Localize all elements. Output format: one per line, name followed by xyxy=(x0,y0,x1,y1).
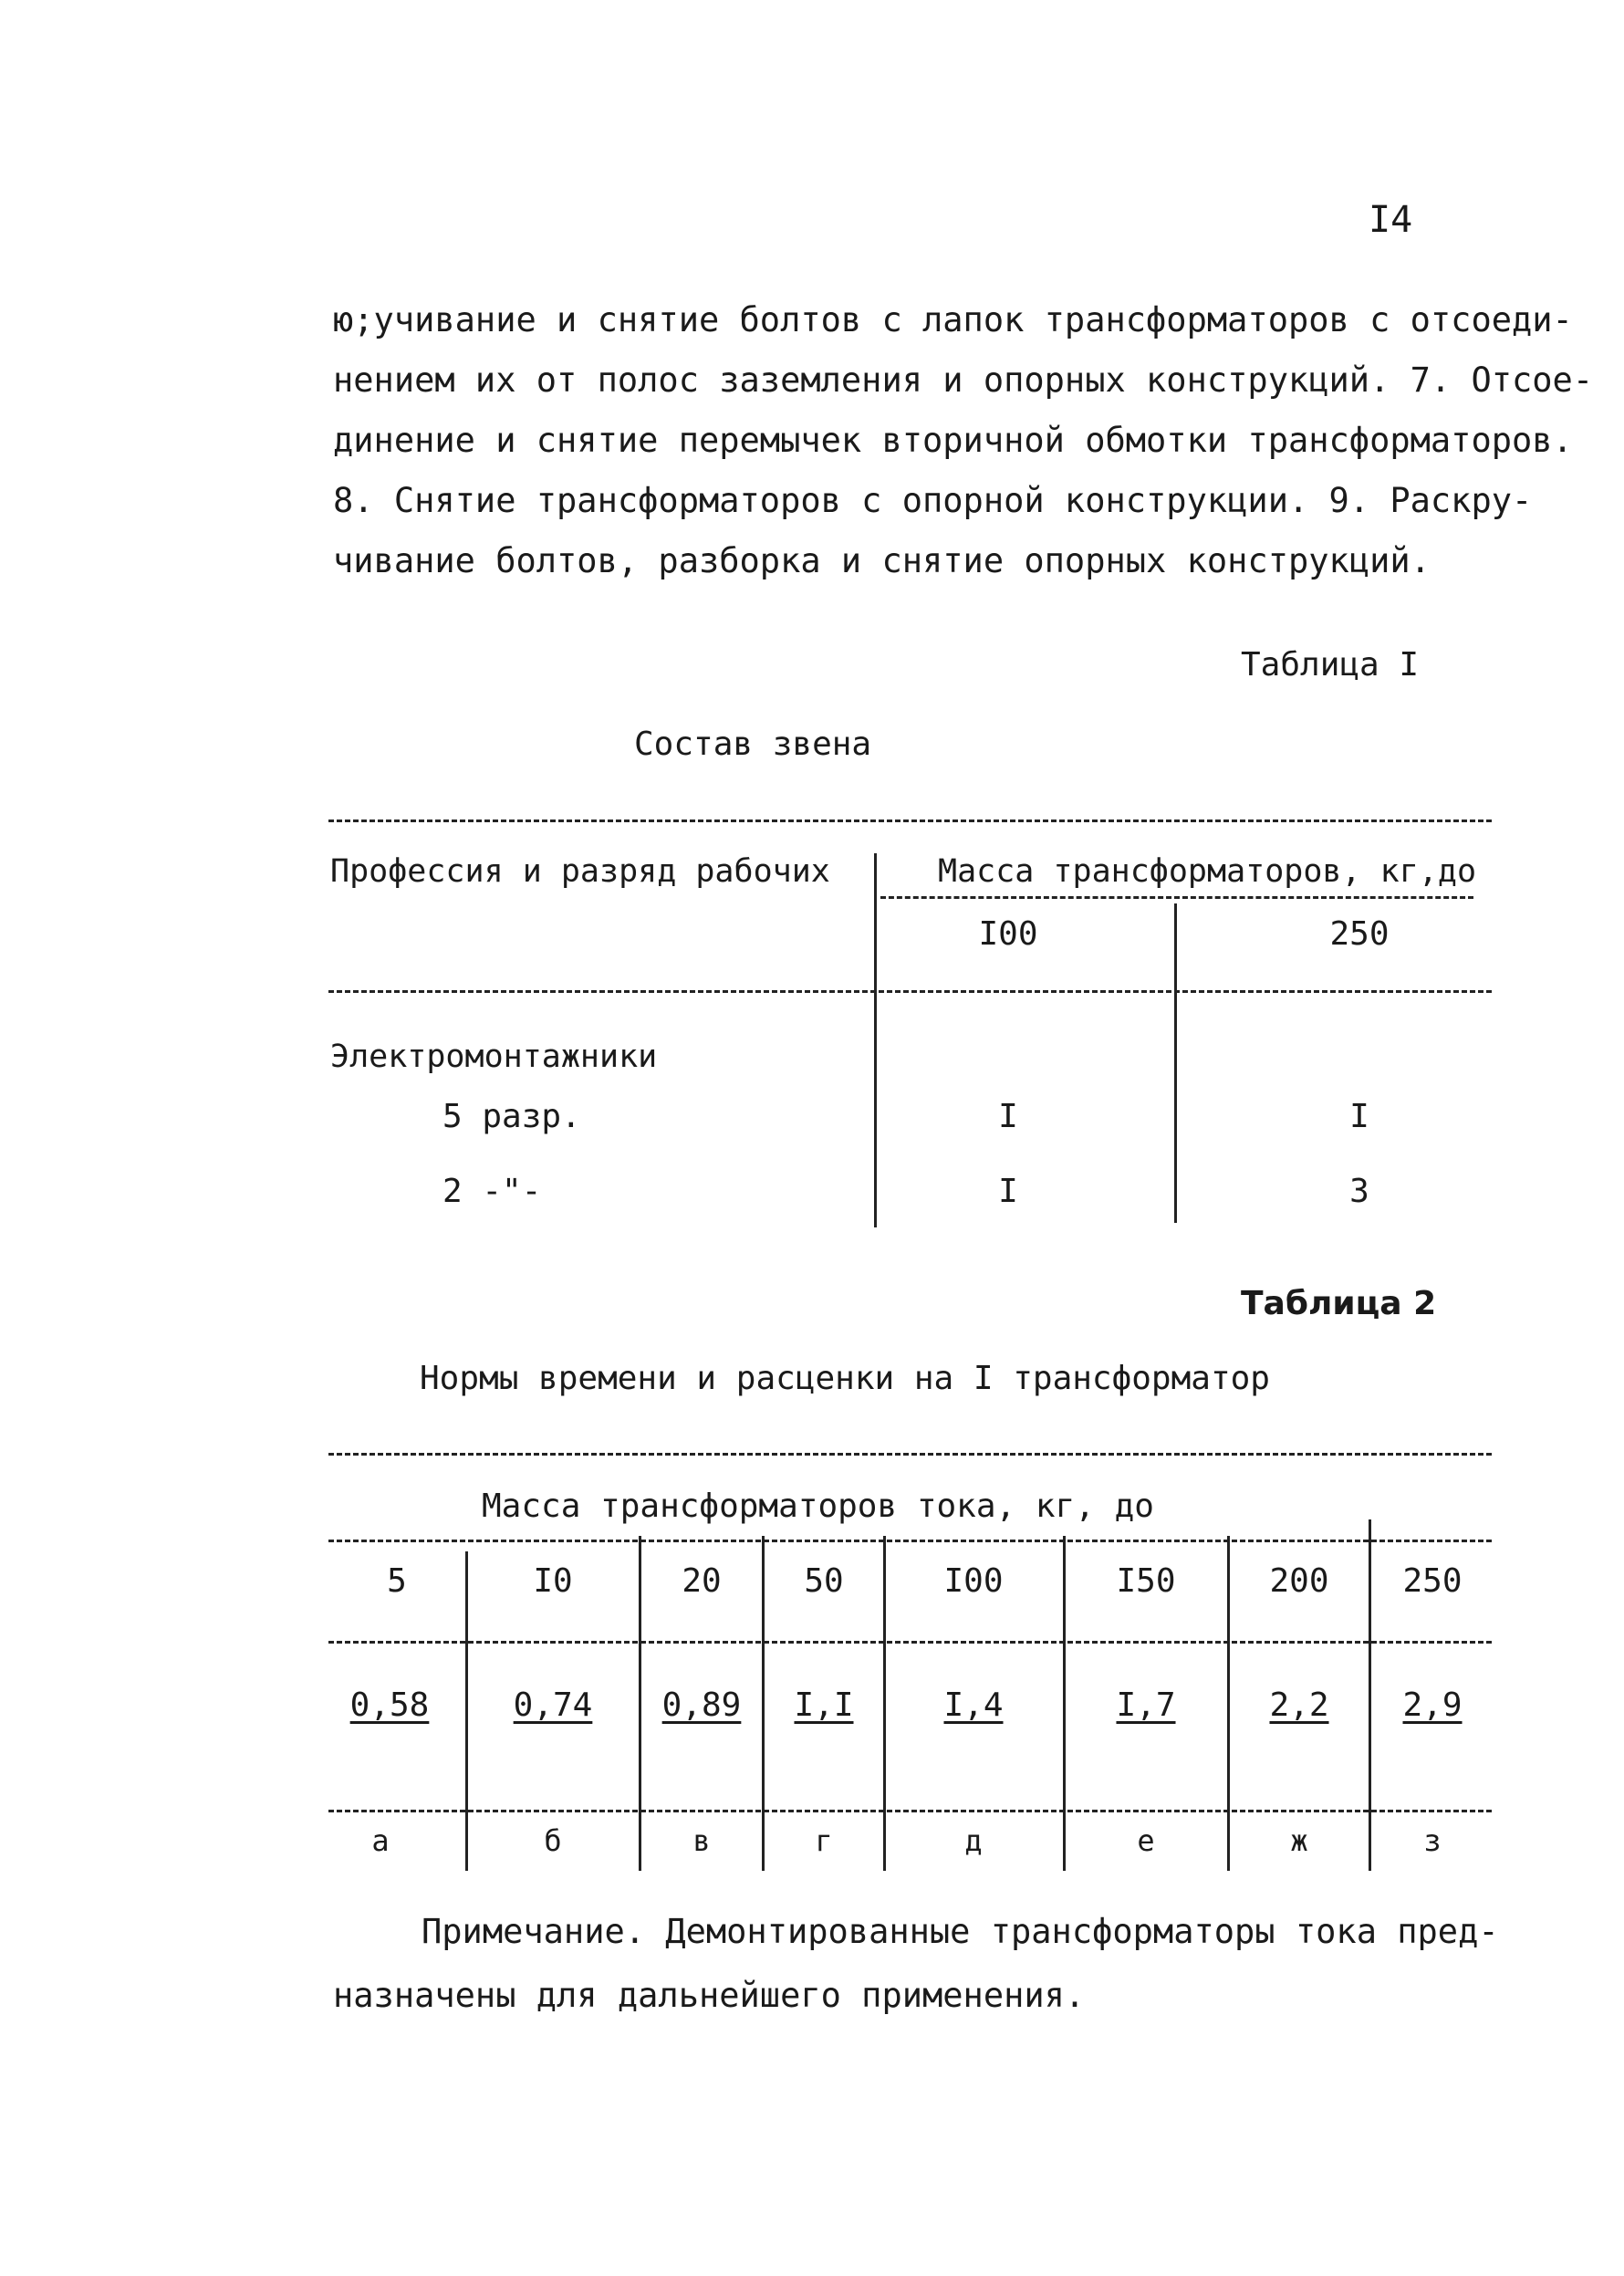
table1-subcol: 250 xyxy=(1329,915,1390,953)
table2-divider xyxy=(762,1536,765,1871)
note-line: назначены для дальнейшего применения. xyxy=(333,1976,1086,2015)
table1-divider xyxy=(1174,903,1177,1223)
table2-divider xyxy=(639,1536,641,1871)
table2-col-header: 50 xyxy=(804,1562,844,1600)
body-paragraph xyxy=(333,290,1594,591)
table2-cols-rule xyxy=(328,1641,1492,1644)
table2-col-header: I50 xyxy=(1116,1562,1176,1600)
table2-value: I,I xyxy=(794,1686,854,1724)
table2-letter: з xyxy=(1423,1823,1442,1858)
table2-col-header: 20 xyxy=(682,1562,722,1600)
table1-header-rule xyxy=(328,990,1492,993)
table2-top-rule xyxy=(328,1453,1492,1456)
table1-cell: I xyxy=(1349,1098,1369,1135)
table1-divider xyxy=(874,853,877,1227)
table1-row-label: 2 -"- xyxy=(442,1173,542,1210)
table2-value: I,7 xyxy=(1116,1686,1176,1724)
table2-header: Масса трансформаторов тока, кг, до xyxy=(482,1488,1154,1525)
table2-divider xyxy=(1227,1536,1230,1871)
table1-top-rule xyxy=(328,820,1492,822)
table2-divider xyxy=(883,1536,886,1871)
table2-value: 0,74 xyxy=(513,1686,593,1724)
table1-cell: 3 xyxy=(1349,1173,1369,1210)
table1-cell: I xyxy=(998,1098,1018,1135)
table2-col-header: 250 xyxy=(1402,1562,1463,1600)
table2-letter: в xyxy=(692,1823,711,1858)
table1-sub-rule xyxy=(880,896,1473,899)
table2-value: I,4 xyxy=(943,1686,1004,1724)
table1-title: Состав звена xyxy=(634,726,872,763)
table2-title: Нормы времени и расценки на I трансформатор xyxy=(420,1360,1270,1397)
page-number: I4 xyxy=(1369,199,1413,241)
table2-values-rule xyxy=(328,1810,1492,1812)
table2-value: 2,2 xyxy=(1269,1686,1329,1724)
table2-col-header: I00 xyxy=(943,1562,1004,1600)
table2-letter: д xyxy=(964,1823,983,1858)
table2-letter: г xyxy=(815,1823,833,1858)
table1-subcol: I00 xyxy=(978,915,1038,953)
table2-col-header: 5 xyxy=(387,1562,407,1600)
table2-letter: б xyxy=(544,1823,562,1858)
table2-value: 2,9 xyxy=(1402,1686,1463,1724)
table1-cell: I xyxy=(998,1173,1018,1210)
table2-col-header: I0 xyxy=(533,1562,573,1600)
table1-group-label: Электромонтажники xyxy=(330,1039,658,1075)
table2-letter: ж xyxy=(1290,1823,1308,1858)
table2-letter: е xyxy=(1137,1823,1155,1858)
table2-letter: а xyxy=(371,1823,390,1858)
table1-header-left: Профессия и разряд рабочих xyxy=(330,853,830,890)
table2-value: 0,58 xyxy=(349,1686,430,1724)
body-line: динение и снятие перемычек вторичной обмотки трансформаторов. xyxy=(333,421,1573,460)
table2-value: 0,89 xyxy=(661,1686,742,1724)
table2-divider xyxy=(1063,1536,1066,1871)
body-line: нением их от полос заземления и опорных конструкций. 7. Отсое- xyxy=(333,360,1594,400)
table2-divider xyxy=(1369,1519,1371,1871)
table1-header-right: Масса трансформаторов, кг,до xyxy=(938,853,1477,890)
body-line: 8. Снятие трансформаторов с опорной конструкции. 9. Раскру- xyxy=(333,481,1533,520)
table2-divider xyxy=(465,1551,468,1871)
note-line: Примечание. Демонтированные трансформаторы тока пред- xyxy=(422,1912,1499,1951)
note xyxy=(333,1900,1519,2028)
table2-label: Таблица 2 xyxy=(1241,1285,1437,1322)
table2-col-header: 200 xyxy=(1269,1562,1329,1600)
body-line: ю;учивание и снятие болтов с лапок трансформаторов с отсоеди- xyxy=(333,300,1573,339)
table1-row-label: 5 разр. xyxy=(442,1098,581,1135)
body-line: чивание болтов, разборка и снятие опорных конструкций. xyxy=(333,541,1431,580)
table2-header-rule xyxy=(328,1540,1492,1542)
table1-label: Таблица I xyxy=(1241,646,1420,684)
